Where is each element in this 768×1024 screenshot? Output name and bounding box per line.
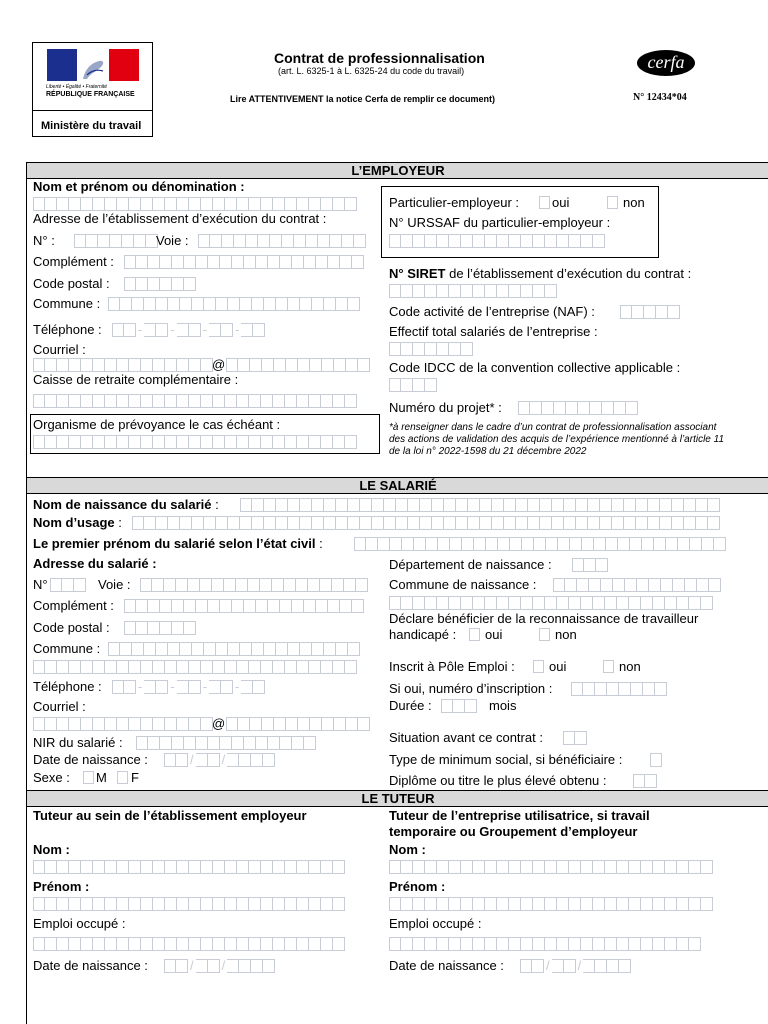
tutor1-first-name-field[interactable]: [33, 897, 345, 911]
siret-label: [389, 266, 691, 281]
disabled-yes-checkbox[interactable]: [469, 628, 480, 641]
siret-field[interactable]: [389, 284, 557, 298]
birth-city-label: Commune de naissance :: [389, 577, 537, 592]
employer-number-label: N° :: [33, 233, 55, 248]
birth-dept-label: Département de naissance :: [389, 557, 552, 572]
situation-field[interactable]: [563, 731, 587, 745]
form-notice: Lire ATTENTIVEMENT la notice Cerfa de remplir ce document): [230, 94, 496, 104]
private-employer-yes-checkbox[interactable]: [539, 196, 550, 209]
date-separator: /: [221, 958, 226, 973]
employer-phone-label: Téléphone :: [33, 322, 102, 337]
project-label: Numéro du projet* :: [389, 400, 502, 415]
tutor1-first-name-label: Prénom :: [33, 879, 90, 894]
employer-email-label: Courriel :: [33, 342, 86, 357]
employee-phone-label: Téléphone :: [33, 679, 102, 694]
employer-phone-field[interactable]: - - - -: [112, 323, 265, 337]
date-separator: /: [221, 752, 226, 767]
employer-number-field[interactable]: [74, 234, 158, 248]
employer-postcode-field[interactable]: [124, 277, 196, 291]
logo-divider: [33, 110, 152, 111]
minimum-social-field[interactable]: [650, 753, 662, 767]
employee-nir-field[interactable]: [136, 736, 316, 750]
tutor1-name-label: Nom :: [33, 842, 70, 857]
employer-provident-label: Organisme de prévoyance le cas échéant :: [33, 417, 281, 432]
employee-complement-field[interactable]: [124, 599, 364, 613]
employee-first-name-colon: :: [315, 536, 323, 551]
logo-motto: Liberté • Égalité • Fraternité: [46, 84, 108, 90]
employee-email-domain-field[interactable]: [226, 717, 370, 731]
employer-pension-field[interactable]: [33, 394, 357, 408]
employer-street-field[interactable]: [198, 234, 366, 248]
disabled-no-checkbox[interactable]: [539, 628, 550, 641]
idcc-field[interactable]: [389, 378, 437, 392]
employee-usage-name-field[interactable]: [132, 516, 720, 530]
employer-address-label: Adresse de l’établissement d’exécution du contrat :: [33, 211, 327, 226]
employee-first-name-label: [33, 536, 323, 551]
tutor2-first-name-label: Prénom :: [389, 879, 446, 894]
headcount-field[interactable]: [389, 342, 473, 356]
private-employer-label: Particulier-employeur :: [389, 195, 520, 210]
form-subtitle: (art. L. 6325-1 à L. 6325-24 du code du travail): [278, 66, 465, 76]
tutor1-job-field[interactable]: [33, 937, 345, 951]
pole-emploi-label: Inscrit à Pôle Emploi :: [389, 659, 515, 674]
tutor-left-heading: Tuteur au sein de l’établissement employeur: [33, 808, 307, 823]
employer-name-field[interactable]: [33, 197, 357, 211]
employee-address-label: Adresse du salarié :: [33, 556, 157, 571]
urssaf-label: N° URSSAF du particulier-employeur :: [389, 215, 611, 230]
tutor2-birthdate-label: Date de naissance :: [389, 958, 504, 973]
employer-street-label: Voie :: [156, 233, 189, 248]
employee-nir-label: NIR du salarié :: [33, 735, 123, 750]
tutor1-birthdate-field[interactable]: [164, 959, 275, 973]
date-separator: /: [577, 958, 582, 973]
naf-field[interactable]: [620, 305, 680, 319]
birth-city-field-line2[interactable]: [389, 596, 713, 610]
tutor1-birthdate-label: Date de naissance :: [33, 958, 148, 973]
employer-name-label: Nom et prénom ou dénomination :: [33, 179, 245, 194]
date-separator: /: [546, 958, 550, 973]
employee-first-name-text: Le premier prénom du salarié selon l’état civil: [33, 536, 316, 551]
tutor2-first-name-field[interactable]: [389, 897, 713, 911]
cerfa-number: N° 12434*04: [633, 92, 687, 103]
logo-republic: RÉPUBLIQUE FRANÇAISE: [46, 91, 135, 98]
private-employer-yes-label: oui: [552, 195, 570, 210]
duration-field[interactable]: [441, 699, 477, 713]
registration-label: Si oui, numéro d’inscription :: [389, 681, 553, 696]
employee-city-field-line2[interactable]: [33, 660, 357, 674]
duration-unit: mois: [489, 698, 517, 713]
employer-email-domain-field[interactable]: [226, 358, 370, 372]
disabled-no-label: non: [555, 627, 577, 642]
tutor2-job-field[interactable]: [389, 937, 701, 951]
headcount-label: Effectif total salariés de l’entreprise :: [389, 324, 598, 339]
diploma-field[interactable]: [633, 774, 657, 788]
tutor-right-heading-1: Tuteur de l’entreprise utilisatrice, si travail: [389, 808, 650, 823]
employer-email-at: @: [212, 357, 226, 372]
employee-street-field[interactable]: [140, 578, 368, 592]
date-separator: /: [190, 958, 194, 973]
employer-postcode-label: Code postal :: [33, 276, 110, 291]
registration-field[interactable]: [571, 682, 667, 696]
logo-block: [32, 42, 153, 137]
project-field[interactable]: [518, 401, 638, 415]
employer-city-label: Commune :: [33, 296, 101, 311]
employee-complement-label: Complément :: [33, 598, 114, 613]
employee-birth-name-field[interactable]: [240, 498, 720, 512]
employer-pension-label: Caisse de retraite complémentaire :: [33, 372, 239, 387]
employer-complement-label: Complément :: [33, 254, 114, 269]
employer-provident-field[interactable]: [33, 435, 357, 449]
diploma-label: Diplôme ou titre le plus élevé obtenu :: [389, 773, 607, 788]
pole-emploi-no-checkbox[interactable]: [603, 660, 614, 673]
employee-street-label: Voie :: [98, 577, 131, 592]
tutor2-job-label: Emploi occupé :: [389, 916, 482, 931]
employee-sex-label: Sexe :: [33, 770, 70, 785]
form-title: Contrat de professionnalisation: [274, 50, 485, 66]
pole-emploi-yes-label: oui: [549, 659, 567, 674]
employee-number-label: N°: [33, 577, 48, 592]
situation-label: Situation avant ce contrat :: [389, 730, 543, 745]
private-employer-no-checkbox[interactable]: [607, 196, 618, 209]
employee-birthdate-field[interactable]: [164, 753, 275, 767]
idcc-label: Code IDCC de la convention collective applicable :: [389, 360, 681, 375]
pole-emploi-yes-checkbox[interactable]: [533, 660, 544, 673]
employee-usage-name-text: Nom d’usage: [33, 515, 115, 530]
employee-birthdate-label: Date de naissance :: [33, 752, 148, 767]
employee-city-field[interactable]: [108, 642, 360, 656]
employee-birth-name-colon: :: [211, 497, 219, 512]
employee-birth-name-label: [33, 497, 219, 512]
employer-city-field[interactable]: [108, 297, 360, 311]
ministry-name: Ministère du travail: [41, 120, 142, 132]
tutor2-name-field[interactable]: [389, 860, 713, 874]
tutor-section-header: LE TUTEUR: [26, 790, 768, 807]
employee-postcode-field[interactable]: [124, 621, 196, 635]
employee-sex-m-label: M: [96, 770, 107, 785]
birth-city-field[interactable]: [553, 578, 721, 592]
employee-first-name-field[interactable]: [354, 537, 726, 551]
tutor1-name-field[interactable]: [33, 860, 345, 874]
naf-label: Code activité de l’entreprise (NAF) :: [389, 304, 595, 319]
employer-section-header: L’EMPLOYEUR: [26, 162, 768, 179]
employee-usage-name-label: [33, 515, 122, 530]
employee-postcode-label: Code postal :: [33, 620, 110, 635]
employee-email-at: @: [212, 716, 226, 731]
siret-label-rest: de l’établissement d’exécution du contrat :: [445, 266, 692, 281]
tutor1-job-label: Emploi occupé :: [33, 916, 126, 931]
employer-email-local-field[interactable]: [33, 358, 213, 372]
project-footnote: *à renseigner dans le cadre d’un contrat de professionnalisation associant des actions de validation des acquis de l’expérience mentionné à l’article 11 de la loi n° 2022-1598 du 21 décembre 2022: [389, 422, 725, 457]
urssaf-field[interactable]: [389, 234, 605, 248]
private-employer-no-label: non: [623, 195, 645, 210]
employee-sex-f-checkbox[interactable]: [117, 771, 128, 784]
employee-email-label: Courriel :: [33, 699, 86, 714]
birth-dept-field[interactable]: [572, 558, 608, 572]
employee-birth-name-text: Nom de naissance du salarié: [33, 497, 212, 512]
employee-sex-m-checkbox[interactable]: [83, 771, 94, 784]
employee-sex-f-label: F: [131, 770, 139, 785]
marianne-logo: [47, 49, 139, 81]
tutor-right-heading-2: temporaire ou Groupement d’employeur: [389, 824, 638, 839]
disabled-worker-label: Déclare bénéficier de la reconnaissance de travailleur: [389, 611, 699, 626]
cerfa-logo: cerfa: [637, 50, 695, 76]
date-separator: /: [190, 752, 194, 767]
employee-number-field[interactable]: [50, 578, 86, 592]
minimum-social-label: Type de minimum social, si bénéficiaire :: [389, 752, 623, 767]
employee-section-header: LE SALARIÉ: [26, 477, 768, 494]
disabled-worker-label-2: handicapé :: [389, 627, 457, 642]
employee-email-local-field[interactable]: [33, 717, 213, 731]
employee-phone-field[interactable]: - - - -: [112, 680, 265, 694]
employer-complement-field[interactable]: [124, 255, 364, 269]
employee-usage-name-colon: :: [114, 515, 122, 530]
pole-emploi-no-label: non: [619, 659, 641, 674]
tutor2-birthdate-field[interactable]: [520, 959, 631, 973]
tutor2-name-label: Nom :: [389, 842, 426, 857]
siret-label-bold: N° SIRET: [389, 266, 446, 281]
employee-city-label: Commune :: [33, 641, 101, 656]
duration-label: Durée :: [389, 698, 432, 713]
disabled-yes-label: oui: [485, 627, 503, 642]
table-left-border: [26, 162, 27, 1024]
